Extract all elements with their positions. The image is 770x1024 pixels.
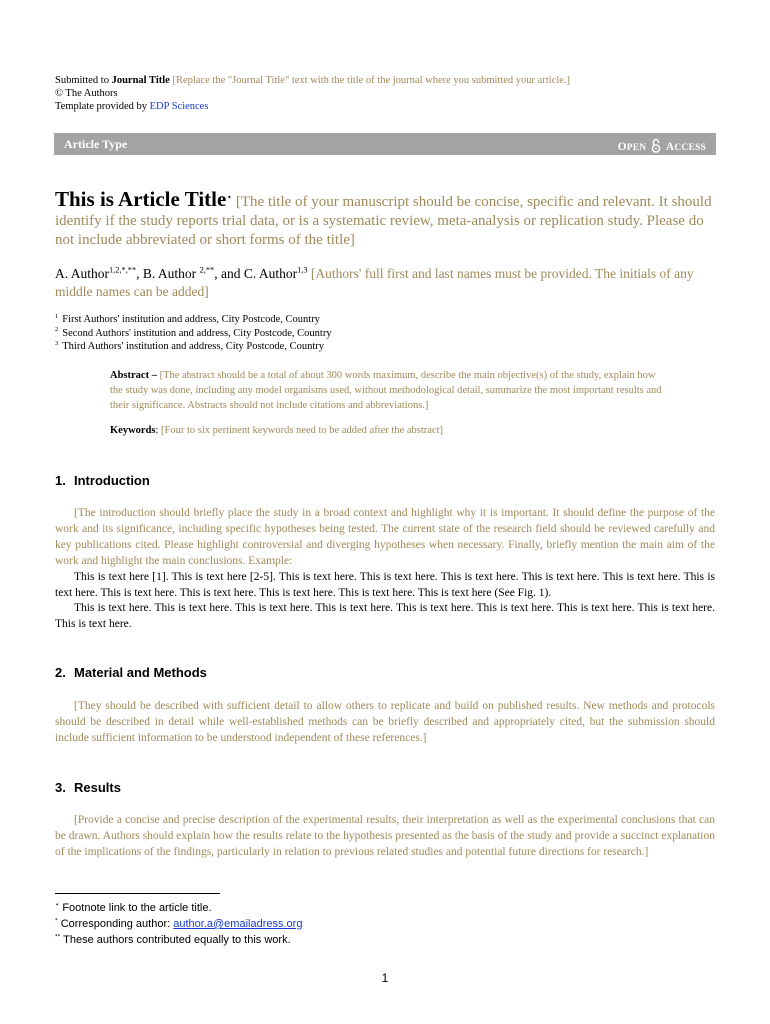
template-prefix: Template provided by [55,101,147,112]
author-list [55,265,715,301]
methods-note: [They should be described with sufficient detail to allow others to replicate and build on published results. New methods and protocols should be described in detail while well-established methods can be briefly described and appropriately cited, but the submission should include sufficient information to be understood independent of these references.] [55,700,715,744]
copyright-line: © The Authors [55,88,118,99]
affiliation-2 [55,327,332,341]
open-access-badge [618,138,706,156]
affiliation-sup: 1 [55,312,59,320]
affiliation-text: Second Authors' institution and address, City Postcode, Country [62,327,332,339]
keywords-label: Keywords [110,425,156,436]
affiliation-text: First Authors' institution and address, City Postcode, Country [62,314,320,325]
abstract-text: [The abstract should be a total of about 300 words maximum, describe the main objective(s) of the study, explain how the study was done, including any model organisms used, without methodological detail, summarize the most important results and their significance. Abstracts should not include citations and abbreviations.] [110,370,662,411]
article-title: This is Article Title [55,187,227,211]
abstract-label: Abstract – [110,370,157,381]
title-note: [The title of your manuscript should be concise, specific and relevant. It should identify if the study reports trial data, or is a systematic review, meta-analysis or replication study. Please do not include abbreviated or short forms of the title] [55,194,712,248]
open-rest-letters: PEN [626,143,647,153]
access-rest-letters: CCESS [674,143,706,153]
open-lock-icon [651,138,661,156]
footnote-equal [55,932,302,948]
footnote-mark: ⋆ [55,901,60,909]
journal-title: Journal Title [111,75,170,86]
author-b: , B. Author [136,266,200,281]
keywords-text: [Four to six pertinent keywords need to be added after the abstract] [161,425,443,436]
footnote-title [55,900,302,916]
title-footnote-mark[interactable]: ⋆ [226,193,233,203]
section-title: Results [74,780,121,795]
section-number: 2. [55,665,66,680]
submitted-prefix: Submitted to [55,75,109,86]
affiliation-sup: 3 [55,339,59,347]
affiliation-3 [55,340,332,354]
open-first-letter: O [617,141,627,153]
page-number: 1 [381,971,389,985]
introduction-body-2: This is text here. This is text here. This is text here. This is text here. This is text here. This is text here. This is text here. This is text here. This is text here. [55,602,715,630]
footnotes [55,900,302,948]
footnote-mark: * [55,917,58,925]
article-type-label: Article Type [64,137,128,151]
author-email-link[interactable]: author.a@emailadress.org [173,918,303,930]
author-a: A. Author [55,266,109,281]
affiliation-text: Third Authors' institution and address, City Postcode, Country [62,341,325,352]
affiliation-sup: 2 [55,326,59,333]
keywords: Keywords: [Four to six pertinent keywords need to be added after the abstract] [110,425,443,436]
footnote-text: These authors contributed equally to this work. [63,934,291,946]
abstract [110,368,665,413]
journal-note: [Replace the "Journal Title" text with the title of the journal where you submitted your article.] [172,75,571,86]
author-c: , and C. Author [214,266,298,281]
article-title-block [55,187,715,250]
footnote-text: Corresponding author: [60,918,171,930]
submission-info [55,74,570,113]
access-first-letter: A [665,141,675,153]
footnote-mark: ** [55,933,61,941]
affiliation-1 [55,313,332,327]
affiliations [55,313,332,354]
footnote-divider [55,893,220,894]
section-number: 3. [55,780,66,795]
author-c-sup: 1,3 [297,265,308,275]
footnote-text: Footnote link to the article title. [62,902,212,914]
author-b-sup: 2,** [199,265,215,275]
section-heading-methods [55,665,207,680]
authors-note: [Authors' full first and last names must be provided. The initials of any middle names can be added] [55,266,694,299]
introduction-note: [The introduction should briefly place the study in a broad context and highlight why it is important. It should define the purpose of the work and its significance, including specific hypotheses being tested. The current state of the research field should be reviewed carefully and key publications cited. Please highlight controversial and diverging hypotheses when necessary. Finally, briefly mention the main aim of the work and highlight the main conclusions. Example: [55,507,715,567]
footnote-corresponding [55,916,302,932]
submitted-line [55,74,570,87]
section-heading-results [55,780,121,795]
results-note: [Provide a concise and precise description of the experimental results, their interpretation as well as the experimental conclusions that can be drawn. Authors should explain how the results relate to the hypothesis presented as the basis of the study and provide a succinct explanation of the implications of the findings, particularly in relation to previous related studies and potential future directions for research.] [55,814,715,858]
article-type-bar [54,133,716,155]
author-a-sup: 1,2,*,** [109,265,137,275]
edp-sciences-link[interactable]: EDP Sciences [149,101,209,112]
section-title: Introduction [74,473,150,488]
template-line [55,100,570,113]
section-heading-introduction [55,473,150,488]
section-title: Material and Methods [74,665,207,680]
section-number: 1. [55,473,66,488]
introduction-body-1: This is text here [1]. This is text here [2-5]. This is text here. This is text here. This is text here. This is text here. This is text here. This is text here. This is text here. This is text here. This is text here. This is text here. This is text here (See Fig. 1). [55,571,715,599]
